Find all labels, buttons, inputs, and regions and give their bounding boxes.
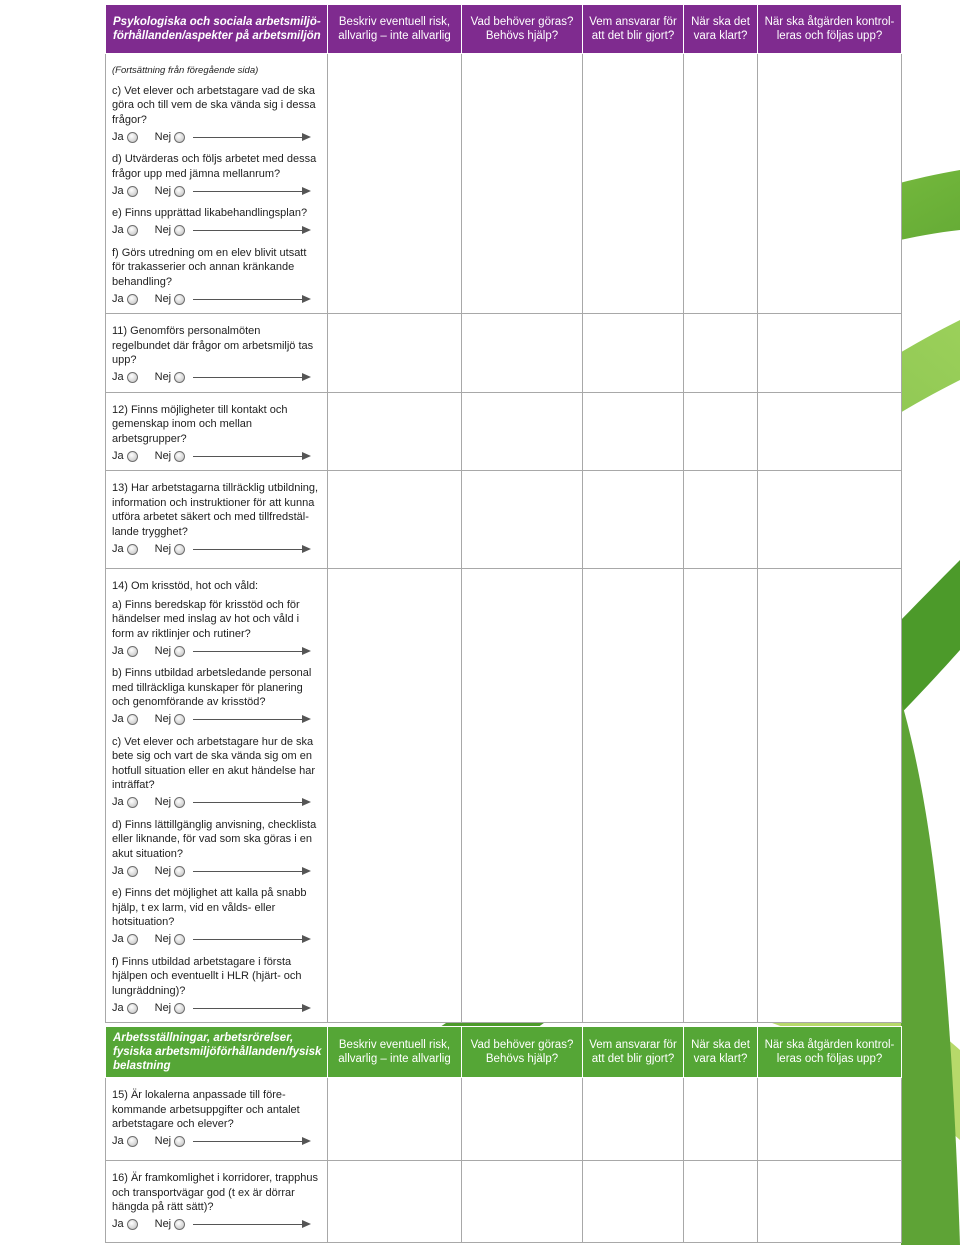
no-label: Nej — [154, 1001, 172, 1014]
question-cell — [106, 1078, 328, 1161]
deadline-cell[interactable] — [684, 1161, 758, 1243]
header-topic: Psykologiska och sociala arbetsmiljö-förhållanden/aspekter på arbetsmiljön — [106, 5, 328, 54]
answer-row — [112, 1217, 321, 1233]
arrow-icon — [193, 1220, 311, 1229]
question-text: c) Vet elever och arbetstagare hur de ska bete sig och vart de ska vända sig om en hotfull situation eller en akut händelse har inträffat? — [112, 735, 316, 791]
action-cell[interactable] — [462, 1161, 583, 1243]
yes-radio[interactable] — [127, 1003, 138, 1014]
answer-row — [112, 932, 321, 948]
table-row — [106, 54, 902, 314]
risk-cell[interactable] — [328, 392, 462, 471]
question-text: f) Görs utredning om en elev blivit utsatt för trakasserier och annan kränkande behandling? — [112, 246, 307, 288]
no-radio[interactable] — [174, 132, 185, 143]
yes-radio[interactable] — [127, 646, 138, 657]
no-radio[interactable] — [174, 294, 185, 305]
yes-radio[interactable] — [127, 797, 138, 808]
question-cell — [106, 392, 328, 471]
arrow-icon — [193, 1004, 311, 1013]
yes-radio[interactable] — [127, 451, 138, 462]
answer-row — [112, 291, 321, 307]
header-responsible: Vem ansvarar för att det blir gjort? — [583, 5, 684, 54]
no-radio[interactable] — [174, 646, 185, 657]
header-responsible: Vem ansvarar för att det blir gjort? — [583, 1027, 684, 1078]
no-label: Nej — [154, 933, 172, 946]
responsible-cell[interactable] — [583, 54, 684, 314]
question-text: d) Finns lättillgänglig anvisning, checklista eller liknande, för vad som ska göras i en akut situation? — [112, 818, 317, 860]
question-text: e) Finns det möjlighet att kalla på snabb hjälp, t ex larm, vid en vålds- eller hotsituation? — [112, 887, 307, 928]
yes-label: Ja — [112, 371, 124, 384]
question-intro: 14) Om krisstöd, hot och våld: — [112, 580, 259, 592]
no-label: Nej — [154, 1218, 172, 1231]
deadline-cell[interactable] — [684, 54, 758, 314]
table-header — [106, 1027, 902, 1078]
responsible-cell[interactable] — [583, 314, 684, 393]
responsible-cell[interactable] — [583, 1078, 684, 1161]
deadline-cell[interactable] — [684, 471, 758, 569]
header-action: Vad behöver göras? Behövs hjälp? — [462, 5, 583, 54]
question-text: b) Finns utbildad arbetsledande personal med tillräckliga kunskaper för planering och genomförande av krisstöd? — [112, 667, 312, 708]
deadline-cell[interactable] — [684, 1078, 758, 1161]
question-text: d) Utvärderas och följs arbetet med dessa frågor upp med jämna mellanrum? — [112, 153, 317, 180]
yes-label: Ja — [112, 864, 124, 877]
yes-label: Ja — [112, 449, 124, 462]
risk-cell[interactable] — [328, 471, 462, 569]
no-label: Nej — [154, 371, 172, 384]
deadline-cell[interactable] — [684, 569, 758, 1023]
responsible-cell[interactable] — [583, 471, 684, 569]
no-radio[interactable] — [174, 372, 185, 383]
risk-cell[interactable] — [328, 314, 462, 393]
yes-label: Ja — [112, 644, 124, 657]
answer-row — [112, 643, 321, 659]
answer-row — [112, 863, 321, 879]
action-cell[interactable] — [462, 54, 583, 314]
arrow-icon — [193, 295, 311, 304]
yes-radio[interactable] — [127, 225, 138, 236]
followup-cell[interactable] — [758, 1161, 902, 1243]
answer-row — [112, 183, 321, 199]
header-action: Vad behöver göras? Behövs hjälp? — [462, 1027, 583, 1078]
table-row — [106, 569, 902, 1023]
no-label: Nej — [154, 292, 172, 305]
action-cell[interactable] — [462, 392, 583, 471]
responsible-cell[interactable] — [583, 392, 684, 471]
header-topic: Arbetsställningar, arbetsrörelser, fysiska arbetsmiljöförhållanden/fysisk belastning — [106, 1027, 328, 1078]
no-label: Nej — [154, 644, 172, 657]
header-followup: När ska åtgärden kontrol-leras och följas upp? — [758, 5, 902, 54]
header-deadline: När ska det vara klart? — [684, 1027, 758, 1078]
header-risk: Beskriv eventuell risk, allvarlig – inte allvarlig — [328, 1027, 462, 1078]
arrow-icon — [193, 647, 311, 656]
followup-cell[interactable] — [758, 392, 902, 471]
yes-label: Ja — [112, 1218, 124, 1231]
no-label: Nej — [154, 224, 172, 237]
no-radio[interactable] — [174, 866, 185, 877]
question-text: 15) Är lokalerna anpassade till före-kommande arbetsuppgifter och antalet arbetstagare och elever? — [112, 1089, 300, 1130]
yes-radio[interactable] — [127, 372, 138, 383]
no-radio[interactable] — [174, 934, 185, 945]
answer-row — [112, 795, 321, 811]
question-text: f) Finns utbildad arbetstagare i första hjälpen och eventuellt i HLR (hjärt- och lungräddning)? — [112, 955, 302, 997]
answer-row — [112, 712, 321, 728]
no-radio[interactable] — [174, 1219, 185, 1230]
yes-radio[interactable] — [127, 934, 138, 945]
yes-radio[interactable] — [127, 1136, 138, 1147]
risk-cell[interactable] — [328, 1078, 462, 1161]
followup-cell[interactable] — [758, 54, 902, 314]
question-text: 16) Är framkomlighet i korridorer, trapphus och transportvägar god (t ex är dörrar hängda på rätt sätt)? — [112, 1172, 319, 1213]
header-risk: Beskriv eventuell risk, allvarlig – inte allvarlig — [328, 5, 462, 54]
no-radio[interactable] — [174, 1136, 185, 1147]
arrow-icon — [193, 715, 311, 724]
yes-label: Ja — [112, 130, 124, 143]
yes-radio[interactable] — [127, 714, 138, 725]
responsible-cell[interactable] — [583, 569, 684, 1023]
no-label: Nej — [154, 130, 172, 143]
answer-row — [112, 1134, 321, 1150]
question-text: c) Vet elever och arbetstagare vad de ska göra och till vem de ska vända sig i dessa frågor? — [112, 84, 316, 126]
action-cell[interactable] — [462, 314, 583, 393]
no-label: Nej — [154, 713, 172, 726]
yes-label: Ja — [112, 713, 124, 726]
risk-table-psychosocial — [105, 4, 902, 1023]
no-radio[interactable] — [174, 714, 185, 725]
question-cell — [106, 471, 328, 569]
yes-label: Ja — [112, 542, 124, 555]
risk-cell[interactable] — [328, 54, 462, 314]
arrow-icon — [193, 226, 311, 235]
no-radio[interactable] — [174, 186, 185, 197]
table-row — [106, 1078, 902, 1161]
deadline-cell[interactable] — [684, 314, 758, 393]
question-cell — [106, 314, 328, 393]
arrow-icon — [193, 373, 311, 382]
risk-cell[interactable] — [328, 569, 462, 1023]
no-label: Nej — [154, 864, 172, 877]
yes-radio[interactable] — [127, 294, 138, 305]
table-header — [106, 5, 902, 54]
yes-label: Ja — [112, 796, 124, 809]
answer-row — [112, 541, 321, 557]
question-cell — [106, 569, 328, 1023]
answer-row — [112, 448, 321, 464]
yes-label: Ja — [112, 1135, 124, 1148]
yes-label: Ja — [112, 1001, 124, 1014]
question-text: a) Finns beredskap för krisstöd och för händelser med inslag av hot och våld i form av riktlinjer och rutiner? — [112, 598, 300, 640]
answer-row — [112, 129, 321, 145]
yes-label: Ja — [112, 184, 124, 197]
risk-cell[interactable] — [328, 1161, 462, 1243]
arrow-icon — [193, 545, 311, 554]
table-row — [106, 392, 902, 471]
deadline-cell[interactable] — [684, 392, 758, 471]
yes-label: Ja — [112, 933, 124, 946]
answer-row — [112, 370, 321, 386]
question-cell — [106, 1161, 328, 1243]
continuation-note: (Fortsättning från föregående sida) — [112, 65, 259, 76]
arrow-icon — [193, 133, 311, 142]
no-label: Nej — [154, 449, 172, 462]
followup-cell[interactable] — [758, 1078, 902, 1161]
arrow-icon — [193, 867, 311, 876]
yes-radio[interactable] — [127, 544, 138, 555]
action-cell[interactable] — [462, 569, 583, 1023]
no-label: Nej — [154, 542, 172, 555]
followup-cell[interactable] — [758, 471, 902, 569]
question-text: 11) Genomförs personalmöten regelbundet där frågor om arbetsmiljö tas upp? — [112, 325, 314, 366]
question-text: 13) Har arbetstagarna tillräcklig utbildning, information och instruktioner för att kunna utföra arbetet säkert och med tillfredstäl-lande trygghet? — [112, 482, 319, 538]
arrow-icon — [193, 1137, 311, 1146]
action-cell[interactable] — [462, 471, 583, 569]
no-radio[interactable] — [174, 451, 185, 462]
no-radio[interactable] — [174, 225, 185, 236]
action-cell[interactable] — [462, 1078, 583, 1161]
no-label: Nej — [154, 1135, 172, 1148]
table-row — [106, 471, 902, 569]
question-text: e) Finns upprättad likabehandlingsplan? — [112, 207, 308, 219]
risk-table-physical — [105, 1026, 902, 1243]
answer-row — [112, 223, 321, 239]
arrow-icon — [193, 452, 311, 461]
yes-label: Ja — [112, 292, 124, 305]
yes-label: Ja — [112, 224, 124, 237]
yes-radio[interactable] — [127, 132, 138, 143]
responsible-cell[interactable] — [583, 1161, 684, 1243]
no-radio[interactable] — [174, 1003, 185, 1014]
arrow-icon — [193, 187, 311, 196]
table-row — [106, 314, 902, 393]
no-label: Nej — [154, 184, 172, 197]
yes-radio[interactable] — [127, 1219, 138, 1230]
answer-row — [112, 1000, 321, 1016]
no-radio[interactable] — [174, 544, 185, 555]
header-deadline: När ska det vara klart? — [684, 5, 758, 54]
question-cell — [106, 54, 328, 314]
arrow-icon — [193, 798, 311, 807]
followup-cell[interactable] — [758, 569, 902, 1023]
arrow-icon — [193, 935, 311, 944]
question-text: 12) Finns möjligheter till kontakt och gemenskap inom och mellan arbetsgrupper? — [112, 403, 288, 445]
followup-cell[interactable] — [758, 314, 902, 393]
no-radio[interactable] — [174, 797, 185, 808]
header-followup: När ska åtgärden kontrol-leras och följas upp? — [758, 1027, 902, 1078]
table-row — [106, 1161, 902, 1243]
yes-radio[interactable] — [127, 186, 138, 197]
no-label: Nej — [154, 796, 172, 809]
yes-radio[interactable] — [127, 866, 138, 877]
